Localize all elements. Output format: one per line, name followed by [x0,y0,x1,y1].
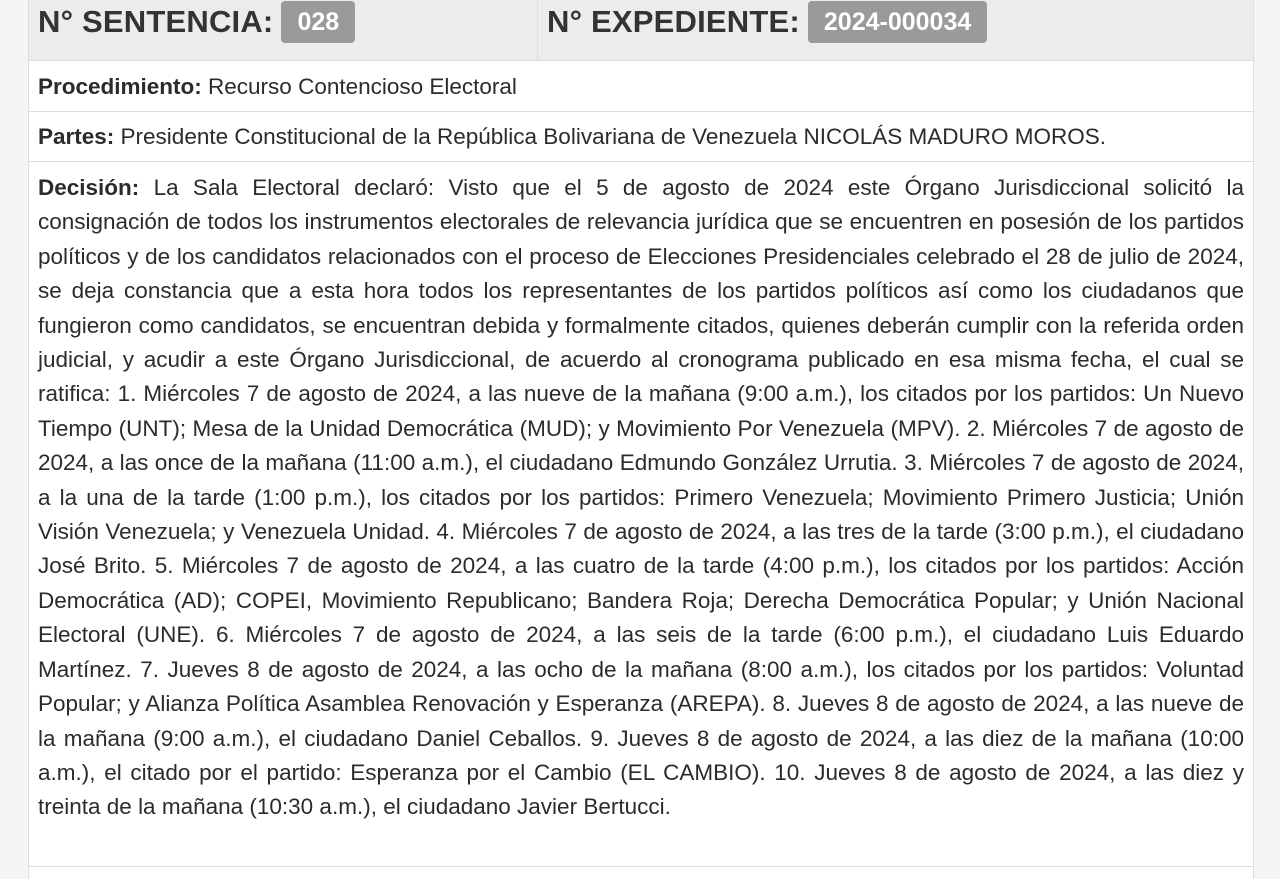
sentencia-label: N° SENTENCIA: [38,4,274,39]
procedimiento-value: Recurso Contencioso Electoral [208,74,517,99]
expediente-label: N° EXPEDIENTE: [547,4,800,39]
decision-label: Decisión: [38,175,154,200]
sentencia-number-badge: 028 [281,1,355,43]
partes-label: Partes: [38,124,121,149]
decision-section [29,162,1253,867]
procedimiento-row [29,61,1253,112]
decision-text: La Sala Electoral declaró: Visto que el 5 de agosto de 2024 este Órgano Jurisdiccional solicitó la consignación de todos los instrumentos electorales de relevancia jurídica que se encuentren en posesión de los partidos políticos y de los candidatos relacionados con el proceso de Elecciones Presidenciales celebrado el 28 de julio de 2024, se deja constancia que a esta hora todos los representantes de los partidos políticos así como los ciudadanos que fungieron como candidatos, se encuentran debida y formalmente citados, quienes deberán cumplir con la referida orden judicial, y acudir a este Órgano Jurisdiccional, de acuerdo al cronograma publicado en esa misma fecha, el cual se ratifica: 1. Miércoles 7 de agosto de 2024, a las nueve de la mañana (9:00 a.m.), los citados por los partidos: Un Nuevo Tiempo (UNT); Mesa de la Unidad Democrática (MUD); y Movimiento Por Venezuela (MPV). 2. Miércoles 7 de agosto de 2024, a las once de la mañana (11:00 a.m.), el ciudadano Edmundo González Urrutia. 3. Miércoles 7 de agosto de 2024, a la una de la tarde (1:00 p.m.), los citados por los partidos: Primero Venezuela; Movimiento Primero Justicia; Unión Visión Venezuela; y Venezuela Unidad. 4. Miércoles 7 de agosto de 2024, a las tres de la tarde (3:00 p.m.), el ciudadano José Brito. 5. Miércoles 7 de agosto de 2024, a las cuatro de la tarde (4:00 p.m.), los citados por los partidos: Acción Democrática (AD); COPEI, Movimiento Republicano; Bandera Roja; Derecha Democrática Popular; y Unión Nacional Electoral (UNE). 6. Miércoles 7 de agosto de 2024, a las seis de la tarde (6:00 p.m.), el ciudadano Luis Eduardo Martínez. 7. Jueves 8 de agosto de 2024, a las ocho de la mañana (8:00 a.m.), los citados por los partidos: Voluntad Popular; y Alianza Política Asamblea Renovación y Esperanza (AREPA). 8. Jueves 8 de agosto de 2024, a las nueve de la mañana (9:00 a.m.), el ciudadano Daniel Ceballos. 9. Jueves 8 de agosto de 2024, a las diez de la mañana (10:00 a.m.), el citado por el partido: Esperanza por el Cambio (EL CAMBIO). 10. Jueves 8 de agosto de 2024, a las diez y treinta de la mañana (10:30 a.m.), el ciudadano Javier Bertucci. [38,175,1244,820]
expediente-number-badge: 2024-000034 [808,1,987,43]
sentencia-number-cell [38,0,355,44]
procedimiento-label: Procedimiento: [38,74,209,99]
partes-row [29,112,1253,162]
expediente-number-cell [547,0,987,44]
sentencia-card [28,0,1254,879]
partes-value: Presidente Constitucional de la República Bolivariana de Venezuela NICOLÁS MADURO MOROS. [120,124,1107,149]
sentencia-header [29,0,1253,61]
